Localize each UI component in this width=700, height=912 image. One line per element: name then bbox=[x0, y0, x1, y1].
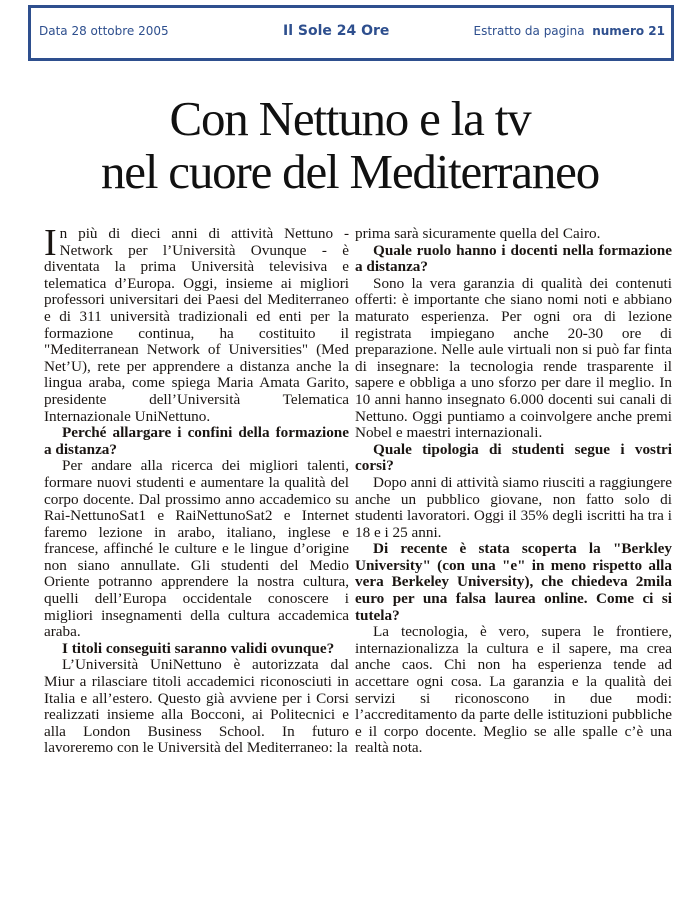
paragraph-text: n più di dieci anni di attività Nettuno - Network per l’Università Ovunque - è diventata la prima Università televisiva e telematica d’Europa. Oggi, insieme ai migliori professori universitari dei Paesi del Mediterraneo e di 311 università tradizionali ed enti per la formazione continua, ha costituito il "Mediterranean Network of Universities" (Med Net’U), rete per apprendere a distanza anche la lingua araba, come spiega Maria Amata Garito, presidente dell’Università Telematica Internazionale UniNettuno. bbox=[44, 225, 349, 425]
paragraph: L’Università UniNettuno è autorizzata dal Miur a rilasciare titoli accademici riconosciuti in Italia e all’estero. Questo già avviene per i Corsi realizzati insieme alla Bocconi, ai Politecnici e alla London Business School. In futuro lavoreremo con le Università del Mediterraneo: la bbox=[44, 656, 349, 757]
left-column bbox=[44, 222, 349, 757]
interview-question: I titoli conseguiti saranno validi ovunque? bbox=[62, 639, 335, 657]
headline-line-1: Con Nettuno e la tv bbox=[169, 91, 531, 146]
clipping-date: Data 28 ottobre 2005 bbox=[39, 24, 169, 38]
page-number: numero 21 bbox=[592, 24, 665, 38]
paragraph: La tecnologia, è vero, supera le frontiere, internazionalizza la cultura e il sapere, ma crea anche caos. Chi non ha esperienza tende ad accettare ogni cosa. La garanzia e la qualità dei servizi si riconoscono in due modi: l’accreditamento da parte delle istituzioni pubbliche e il corpo docente. Meglio se alle spalle c’è una realtà nota. bbox=[355, 623, 672, 757]
drop-cap: I bbox=[44, 222, 57, 264]
interview-question: Quale tipologia di studenti segue i vostri corsi? bbox=[355, 440, 672, 475]
interview-question: Perché allargare i confini della formazione a distanza? bbox=[44, 424, 349, 458]
newspaper-name: Il Sole 24 Ore bbox=[283, 23, 390, 39]
paragraph: Dopo anni di attività siamo riusciti a raggiungere anche un pubblico giovane, non fatto solo di studenti lavoratori. Oggi il 35% degli iscritti ha tra i 18 e i 25 anni. bbox=[355, 473, 672, 541]
paragraph bbox=[44, 222, 349, 425]
page-reference bbox=[474, 24, 665, 38]
page-prefix: Estratto da pagina bbox=[473, 24, 585, 38]
interview-question: Di recente è stata scoperta la "Berkley University" (con una "e" in meno rispetto alla vera Berkeley University), che chiedeva 2mila euro per una falsa laurea online. Come ci si tutela? bbox=[355, 540, 672, 624]
paragraph: Sono la vera garanzia di qualità dei contenuti offerti: è importante che siano nomi noti e abbiano maturato esperienza. Per ogni ora di lezione registrata impiegano anche 20-30 ore di preparazione. Nelle aule virtuali non si può far finta di insegnare: la tecnologia rende trasparente il sapere e obbliga a uno sforzo per dare il meglio. In 10 anni hanno insegnato 6.000 docenti sui canali di Nettuno. Oggi puntiamo a coinvolgere anche premi Nobel e maestri internazionali. bbox=[355, 274, 672, 442]
right-column bbox=[355, 226, 672, 757]
interview-question: Quale ruolo hanno i docenti nella formazione a distanza? bbox=[355, 241, 672, 276]
paragraph: Per andare alla ricerca dei migliori talenti, formare nuovi studenti e aumentare la qualità del corpo docente. Dal prossimo anno accademico su Rai-NettunoSat1 e RaiNettunoSat2 e Internet faremo lezione in arabo, italiano, inglese e francese, affinché le culture e le lingue d’origine non siano annullate. Gli studenti del Medio Oriente potranno apprendere la nostra cultura, quelli dell’Europa occidentale conoscere i migliori insegnamenti della cultura accademica araba. bbox=[44, 457, 349, 641]
paragraph-continuation: prima sarà sicuramente quella del Cairo. bbox=[355, 225, 601, 242]
clipping-header bbox=[28, 5, 674, 61]
headline-line-2: nel cuore del Mediterraneo bbox=[100, 144, 599, 199]
